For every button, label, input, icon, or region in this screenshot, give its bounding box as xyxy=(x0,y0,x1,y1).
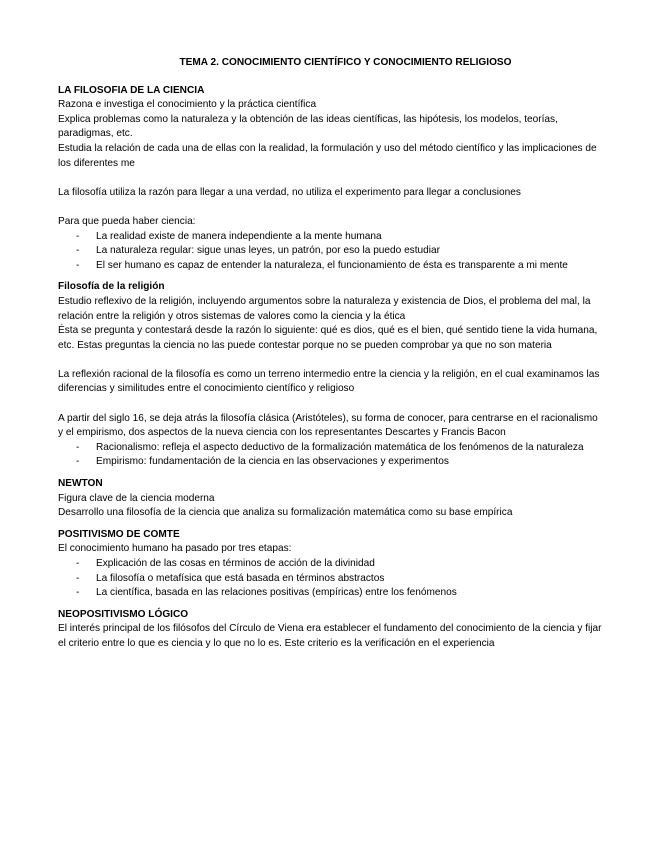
paragraph-line: Explica problemas como la naturaleza y la obtención de las ideas científicas, las hipótesis, los modelos, teorías, paradigmas, etc. xyxy=(58,113,558,140)
section-heading-neopositivismo: NEOPOSITIVISMO LÓGICO xyxy=(58,608,189,620)
paragraph: La reflexión racional de la filosofía es como un terreno intermedio entre la ciencia y la religión, en el cual examinamos las diferencias y similitudes entre el conocimiento científico y religioso xyxy=(58,368,600,395)
bullet-dash: - xyxy=(76,441,80,453)
paragraph-line: Figura clave de la ciencia moderna xyxy=(58,492,215,504)
list-item: - Empirismo: fundamentación de la ciencia en las observaciones y experimentos xyxy=(58,455,603,470)
list-item: - La científica, basada en las relaciones positivas (empíricas) entre los fenómenos xyxy=(58,586,603,601)
paragraph: El interés principal de los filósofos del Círculo de Viena era establecer el fundamento del conocimiento de la ciencia y fijar el criterio entre lo que es ciencia y lo que no lo es. Este criterio es la verificación en el experiencia xyxy=(58,623,602,649)
list-item: - La naturaleza regular: sigue unas leyes, un patrón, por eso la puedo estudiar xyxy=(58,244,603,259)
paragraph: La filosofía utiliza la razón para llegar a una verdad, no utiliza el experimento para llegar a conclusiones xyxy=(58,186,521,198)
section-heading-filosofia-religion: Filosofía de la religión xyxy=(58,281,165,293)
list-item: - El ser humano es capaz de entender la naturaleza, el funcionamiento de ésta es transparente a mi mente xyxy=(58,259,603,274)
section-heading-newton: NEWTON xyxy=(58,478,103,490)
list-item: - La filosofía o metafísica que está basada en términos abstractos xyxy=(58,572,603,587)
section-heading-filosofia-ciencia: LA FILOSOFIA DE LA CIENCIA xyxy=(58,84,205,96)
bullet-dash: - xyxy=(76,245,80,257)
list-item: - La realidad existe de manera independiente a la mente humana xyxy=(58,230,603,245)
bullet-dash: - xyxy=(76,456,80,468)
bullet-dash: - xyxy=(76,558,80,569)
bullet-dash: - xyxy=(76,572,80,584)
paragraph: A partir del siglo 16, se deja atrás la filosofía clásica (Aristóteles), su forma de conocer, para centrarse en el racionalismo y el empirismo, dos aspectos de la nueva ciencia con los representantes Descartes y Francis Bacon xyxy=(58,412,598,439)
bullet-dash: - xyxy=(76,587,80,599)
paragraph: Para que pueda haber ciencia: xyxy=(58,215,196,227)
document-content xyxy=(58,56,603,652)
list-item: - Explicación de las cosas en términos de acción de la divinidad xyxy=(58,557,603,572)
paragraph: Estudio reflexivo de la religión, incluyendo argumentos sobre la naturaleza y existencia de Dios, el problema del mal, la relación entre la religión y otros sistemas de valores como la ciencia y la ética xyxy=(58,295,591,322)
paragraph-line: Razona e investiga el conocimiento y la práctica científica xyxy=(58,99,317,111)
section-heading-positivismo: POSITIVISMO DE COMTE xyxy=(58,528,180,540)
bullet-dash: - xyxy=(76,259,80,271)
paragraph: Ésta se pregunta y contestará desde la razón lo siguiente: qué es dios, qué es el bien, qué sentido tiene la vida humana, etc. Estas preguntas la ciencia no las puede contestar porque no se pueden comprobar ya que no son materia xyxy=(58,325,598,351)
bullet-dash: - xyxy=(76,230,80,242)
paragraph-line: Desarrollo una filosofía de la ciencia que analiza su formalización matemática como su base empírica xyxy=(58,507,513,519)
page-title: TEMA 2. CONOCIMIENTO CIENTÍFICO Y CONOCIMIENTO RELIGIOSO xyxy=(179,57,512,68)
paragraph: El conocimiento humano ha pasado por tres etapas: xyxy=(58,543,292,555)
list-item: - Racionalismo: refleja el aspecto deductivo de la formalización matemática de los fenómenos de la naturaleza xyxy=(58,441,603,456)
paragraph-line: Estudia la relación de cada una de ellas con la realidad, la formulación y uso del método científico y las implicaciones de los diferentes me xyxy=(58,142,597,169)
